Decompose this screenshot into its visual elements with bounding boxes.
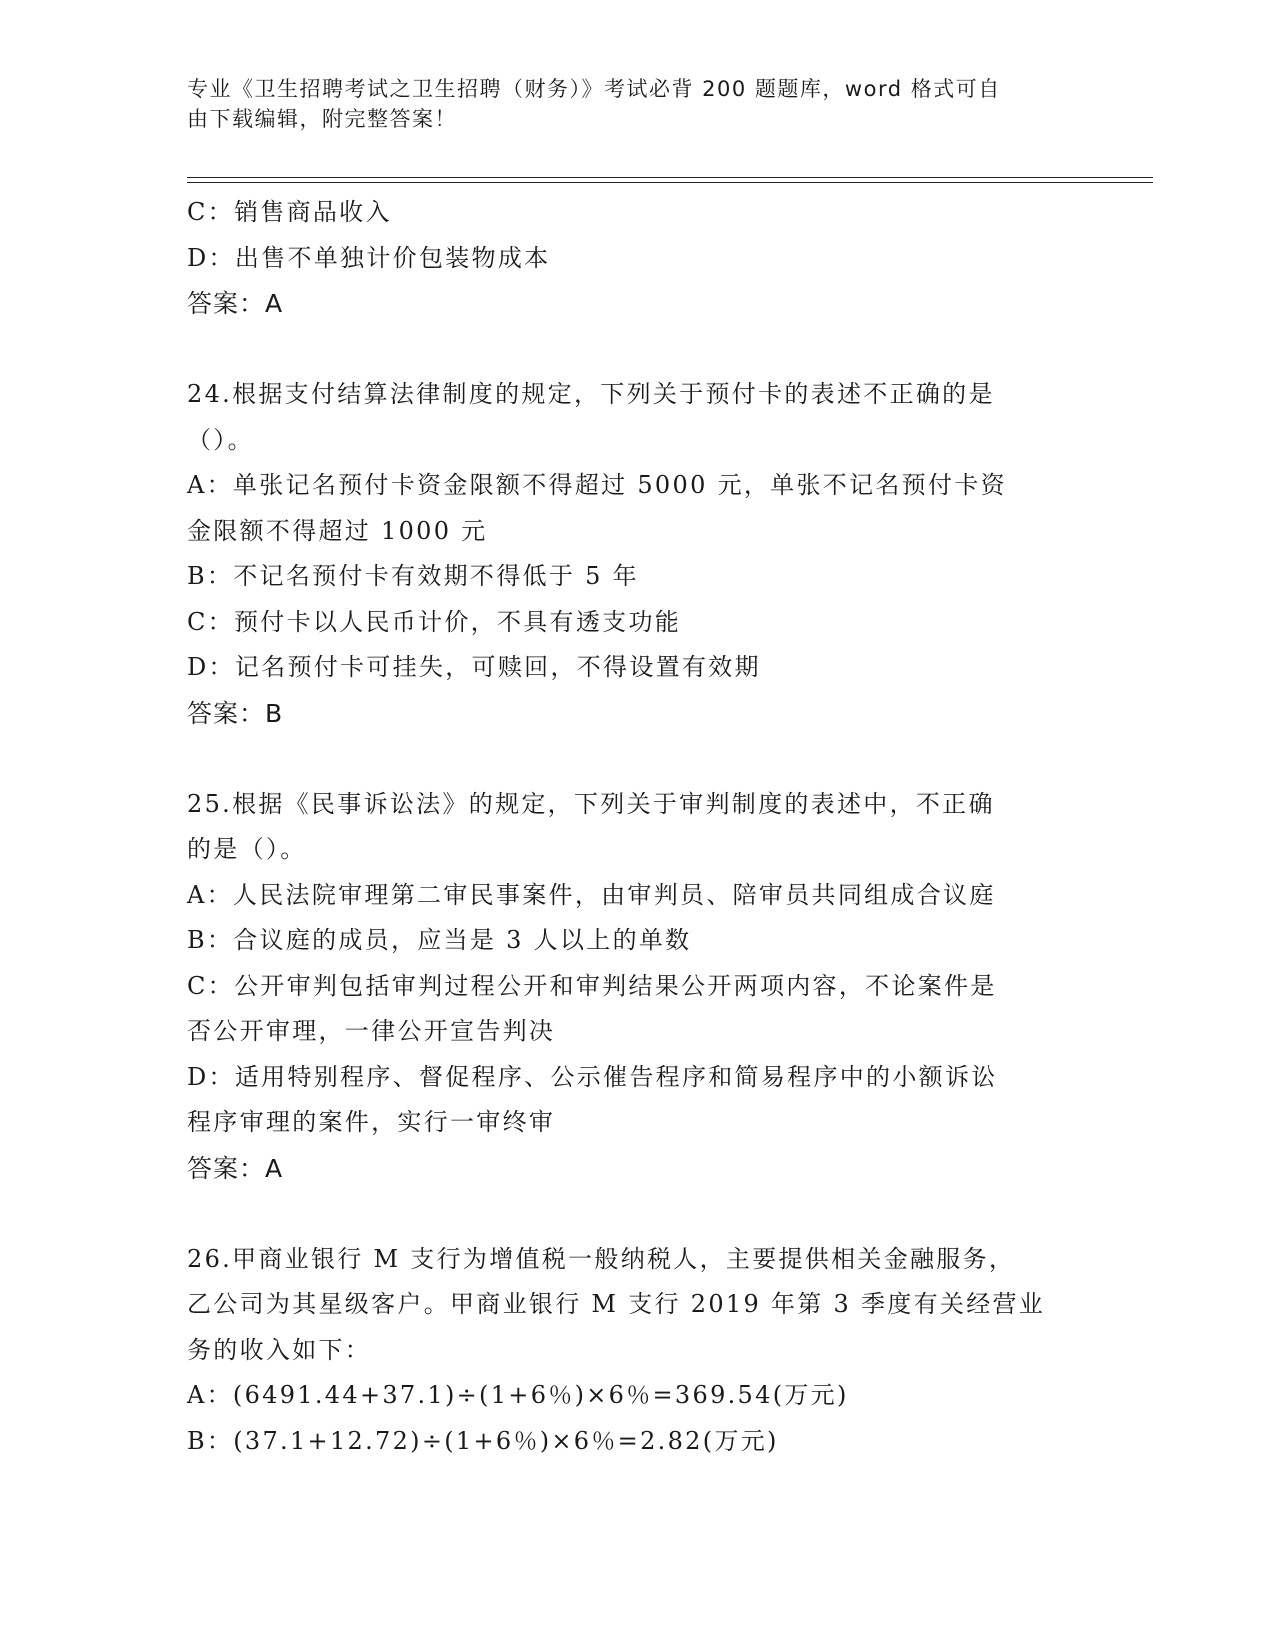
option-b: B：(37.1+12.72)÷(1+6％)×6％=2.82(万元) <box>187 1426 779 1455</box>
spacer <box>187 327 1077 373</box>
question-stem: 的是（）。 <box>187 835 307 863</box>
option-c: C：公开审判包括审判过程公开和审判结果公开两项内容，不论案件是 <box>187 971 997 1000</box>
question-stem: 24.根据支付结算法律制度的规定，下列关于预付卡的表述不正确的是 <box>187 380 995 408</box>
question-26 <box>187 1237 1077 1465</box>
question-stem: （）。 <box>187 425 254 454</box>
header-line-1: 专业《卫生招聘考试之卫生招聘（财务）》考试必背 200 题题库，word 格式可自 <box>187 77 1001 101</box>
question-24 <box>187 372 1077 736</box>
option-c: C：销售商品收入 <box>187 198 392 226</box>
spacer <box>187 736 1077 782</box>
option-d: D：适用特别程序、督促程序、公示催告程序和简易程序中的小额诉讼 <box>187 1062 998 1091</box>
question-stem: 乙公司为其星级客户。甲商业银行 M 支行 2019 年第 3 季度有关经营业 <box>187 1290 1046 1318</box>
answer-label: 答案：A <box>187 1153 284 1183</box>
option-c: C：预付卡以人民币计价，不具有透支功能 <box>187 607 682 636</box>
header-line-2: 由下载编辑，附完整答案！ <box>187 107 457 131</box>
option-a: A：人民法院审理第二审民事案件，由审判员、陪审员共同组成合议庭 <box>187 880 996 909</box>
header-divider-top <box>187 177 1153 178</box>
header-divider-bottom <box>187 182 1153 183</box>
answer-label: 答案：A <box>187 289 284 318</box>
question-25 <box>187 782 1077 1192</box>
option-b: B：不记名预付卡有效期不得低于 5 年 <box>187 562 639 590</box>
question-list <box>187 190 1077 1464</box>
spacer <box>187 1191 1077 1237</box>
previous-question-tail <box>187 190 1077 327</box>
document-header <box>187 74 1067 134</box>
option-b: B：合议庭的成员，应当是 3 人以上的单数 <box>187 926 692 954</box>
option-a: A：(6491.44+37.1)÷(1+6％)×6％=369.54(万元) <box>187 1381 849 1409</box>
option-d: D：记名预付卡可挂失，可赎回，不得设置有效期 <box>187 653 761 681</box>
option-a: A：单张记名预付卡资金限额不得超过 5000 元，单张不记名预付卡资 <box>187 471 1007 499</box>
option-d: D：出售不单独计价包装物成本 <box>187 243 551 272</box>
question-stem: 26.甲商业银行 M 支行为增值税一般纳税人，主要提供相关金融服务， <box>187 1244 1016 1273</box>
option-c: 否公开审理，一律公开宣告判决 <box>187 1017 556 1045</box>
option-a: 金限额不得超过 1000 元 <box>187 516 488 545</box>
answer-label: 答案：B <box>187 698 284 728</box>
question-stem: 25.根据《民事诉讼法》的规定，下列关于审判制度的表述中，不正确 <box>187 789 995 818</box>
question-stem: 务的收入如下： <box>187 1335 372 1364</box>
option-d: 程序审理的案件，实行一审终审 <box>187 1108 556 1136</box>
